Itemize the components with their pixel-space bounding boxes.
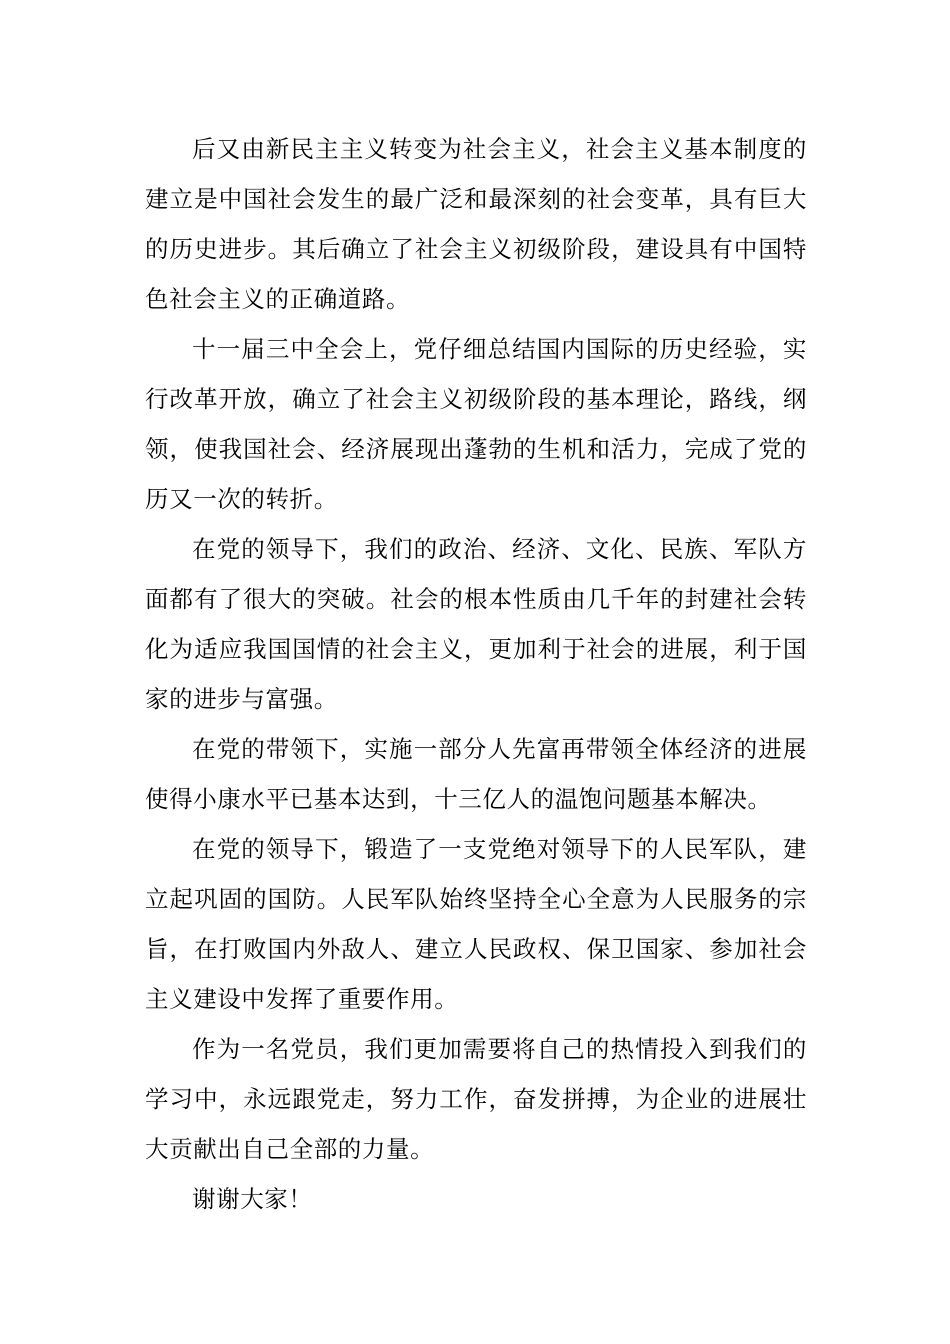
paragraph: 作为一名党员，我们更加需要将自己的热情投入到我们的学习中，永远跟党走，努力工作，奋发拼搏，为企业的进展壮大贡献出自己全部的力量。 — [145, 1035, 807, 1163]
paragraph: 后又由新民主主义转变为社会主义，社会主义基本制度的建立是中国社会发生的最广泛和最深刻的社会变革，具有巨大的历史进步。其后确立了社会主义初级阶段，建设具有中国特色社会主义的正确道路。 — [145, 135, 807, 313]
paragraph: 在党的领导下，锻造了一支党绝对领导下的人民军队，建立起巩固的国防。人民军队始终坚持全心全意为人民服务的宗旨，在打败国内外敌人、建立人民政权、保卫国家、参加社会主义建设中发挥了重要作用。 — [145, 835, 807, 1013]
closing-line: 谢谢大家！ — [192, 1185, 313, 1213]
paragraph: 在党的带领下，实施一部分人先富再带领全体经济的进展使得小康水平已基本达到，十三亿人的温饱问题基本解决。 — [145, 735, 807, 813]
document-body — [145, 124, 807, 1224]
paragraph: 在党的领导下，我们的政治、经济、文化、民族、军队方面都有了很大的突破。社会的根本性质由几千年的封建社会转化为适应我国国情的社会主义，更加利于社会的进展，利于国家的进步与富强。 — [145, 535, 807, 713]
paragraph: 十一届三中全会上，党仔细总结国内国际的历史经验，实行改革开放，确立了社会主义初级阶段的基本理论，路线，纲领，使我国社会、经济展现出蓬勃的生机和活力，完成了党的历又一次的转折。 — [145, 335, 807, 513]
